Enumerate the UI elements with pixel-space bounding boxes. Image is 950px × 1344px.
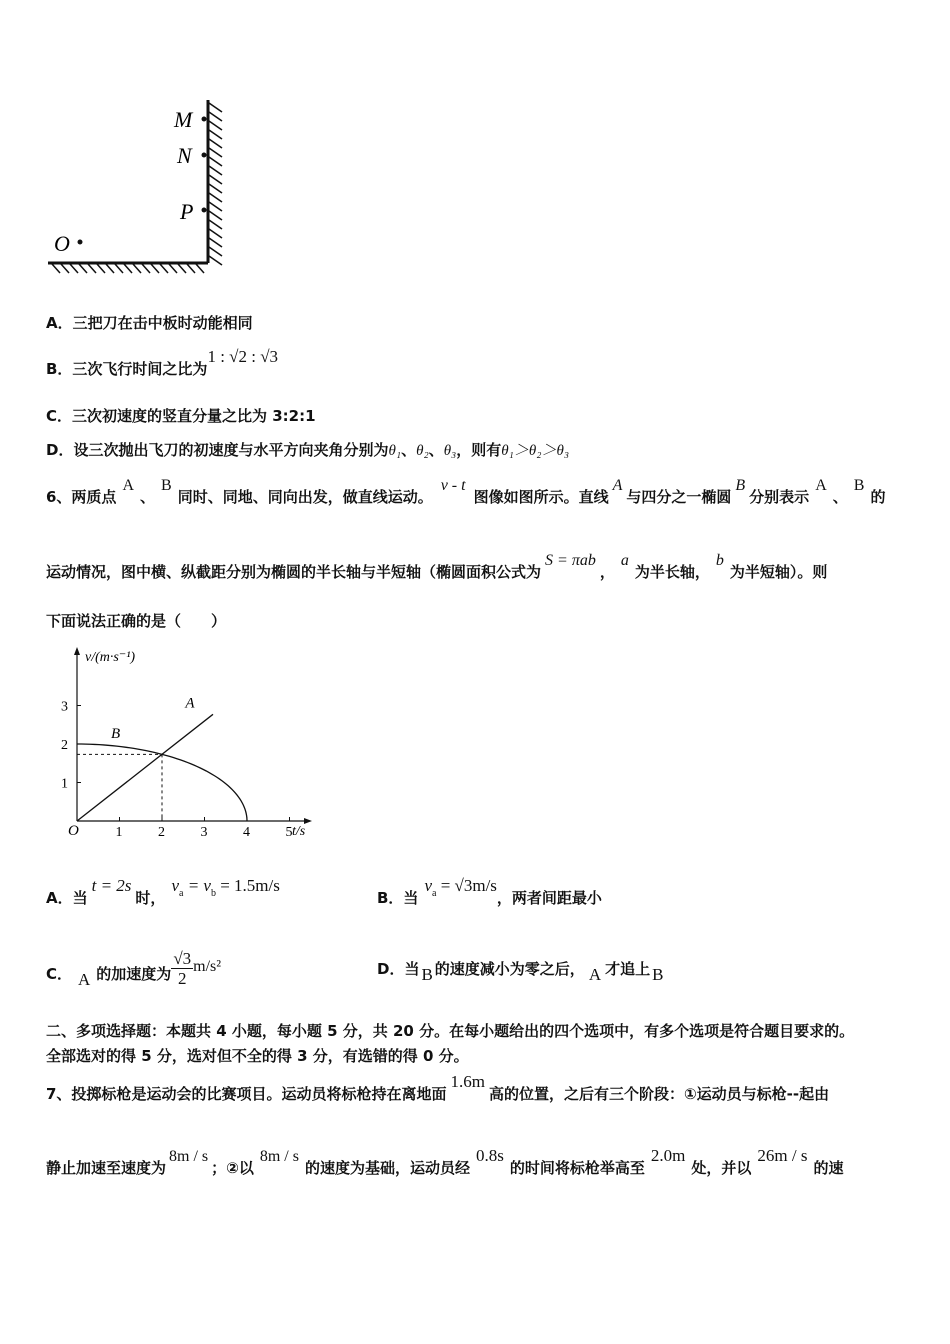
hatch-mark	[209, 175, 222, 184]
var-B: B	[853, 477, 865, 494]
q6-c-pre: C．	[46, 965, 73, 983]
denominator: 2	[177, 969, 187, 988]
label-line-a: A	[185, 695, 195, 712]
point-O	[78, 240, 83, 245]
comma: ，	[599, 563, 615, 581]
hatch-mark	[209, 166, 222, 175]
q6-t4: 分别表示	[749, 488, 810, 506]
series-line-a	[77, 714, 213, 821]
time-0.8: 0.8s	[475, 1146, 504, 1165]
hatch-mark	[209, 193, 222, 202]
val-sqrt3: = √3m/s	[436, 876, 497, 895]
fraction	[171, 949, 193, 988]
speed-26: 26m / s	[757, 1146, 808, 1165]
q6-option-a	[46, 876, 280, 908]
vt-graph	[50, 643, 320, 843]
hatch-mark	[209, 148, 222, 157]
var-A: A	[78, 970, 91, 989]
label-N: N	[177, 143, 192, 168]
wall-figure	[40, 95, 240, 275]
var-B: B	[735, 477, 746, 494]
q7-line2a: 静止加速至速度为	[46, 1159, 167, 1177]
wall-hatching	[209, 103, 222, 265]
hatch-mark	[209, 184, 222, 193]
hatch-mark	[196, 264, 204, 273]
hatch-mark	[70, 264, 78, 273]
sub-a: a	[431, 888, 437, 899]
q6-d-mid2: 才追上	[605, 960, 651, 978]
hatch-mark	[187, 264, 195, 273]
a-desc: 为半长轴，	[634, 563, 710, 581]
q6-option-c	[46, 949, 222, 994]
hatch-mark	[142, 264, 150, 273]
v: v	[424, 876, 432, 895]
label-curve-b: B	[111, 726, 121, 743]
q5-option-b-math: 1 : √2 : √3	[207, 347, 279, 366]
hatch-mark	[209, 139, 222, 148]
q6-t3: 与四分之一椭圆	[626, 488, 732, 506]
hatch-mark	[160, 264, 168, 273]
hatch-mark	[209, 112, 222, 121]
q7-line1	[46, 1072, 830, 1104]
q6-b-pre: B．当	[377, 889, 419, 907]
q7-t1: 高的位置，之后有三个阶段：①运动员与标枪--起由	[488, 1085, 830, 1103]
hatch-mark	[178, 264, 186, 273]
vt: v - t	[440, 477, 466, 494]
v: v	[171, 876, 179, 895]
q5-option-b-text: B．三次飞行时间之比为	[46, 360, 208, 378]
q6-option-d	[377, 958, 665, 984]
x-tick-label: 5	[285, 825, 293, 840]
sep: 、	[832, 488, 848, 506]
q6-d-pre: D．当	[377, 960, 420, 978]
sep: 、	[428, 441, 444, 459]
var-B: B	[161, 477, 172, 494]
relation: θ₁＞θ₂＞θ₃	[501, 443, 570, 459]
q6-a-mid: 时，	[135, 889, 166, 907]
hatch-mark	[209, 202, 222, 211]
q6-a-math1: t = 2s	[91, 876, 132, 895]
hatch-mark	[209, 220, 222, 229]
q6-number: 6、两质点	[46, 488, 117, 506]
height-2.0: 2.0m	[650, 1146, 686, 1165]
x-tick-label: 2	[158, 825, 165, 840]
then: ，则有	[456, 441, 502, 459]
point-N	[202, 153, 207, 158]
x-tick-label: 1	[115, 825, 123, 840]
section2-heading-2: 全部选对的得 5 分，选对但不全的得 3 分，有选错的得 0 分。	[46, 1047, 469, 1065]
hatch-mark	[97, 264, 105, 273]
label-O: O	[54, 231, 70, 256]
q5-option-d	[46, 439, 569, 460]
var-b: b	[715, 552, 724, 569]
q7-pre: 7、投掷标枪是运动会的比赛项目。运动员将标枪持在离地面	[46, 1085, 447, 1103]
x-tick-label: 4	[243, 825, 250, 840]
hatch-mark	[151, 264, 159, 273]
hatch-mark	[209, 121, 222, 130]
eq-vb: = v	[183, 876, 211, 895]
hatch-mark	[209, 157, 222, 166]
q7-line2	[46, 1146, 844, 1178]
height-1.6: 1.6m	[450, 1072, 485, 1091]
x-axis-label: t/s	[292, 824, 306, 839]
q6-line3: 下面说法正确的是（ ）	[46, 612, 227, 630]
var-A: A	[122, 477, 134, 494]
hatch-mark	[209, 247, 222, 256]
y-tick-label: 3	[61, 699, 68, 715]
q5-option-b	[46, 347, 279, 379]
var-B: B	[421, 965, 433, 984]
hatch-mark	[88, 264, 96, 273]
hatch-mark	[61, 264, 69, 273]
section2-heading: 二、多项选择题：本题共 4 小题，每小题 5 分，共 20 分。在每小题给出的四个选项中，有多个选项是符合题目要求的。	[46, 1022, 855, 1040]
q6-c-mid: 的加速度为	[96, 965, 172, 983]
q7-t6: 的速	[813, 1159, 844, 1177]
hatch-mark	[133, 264, 141, 273]
hatch-mark	[209, 256, 222, 265]
area-formula: S = πab	[545, 552, 596, 569]
hatch-mark	[52, 264, 60, 273]
y-tick-label: 2	[61, 738, 68, 753]
sep: 、	[401, 441, 417, 459]
numerator: √3	[173, 949, 192, 968]
hatch-mark	[169, 264, 177, 273]
q6-line1	[46, 477, 886, 507]
q6-t5: 的	[870, 488, 886, 506]
q5-option-d-text: D．设三次抛出飞刀的初速度与水平方向夹角分别为	[46, 441, 389, 459]
hatch-mark	[209, 130, 222, 139]
q6-d-mid: 的速度减小为零之后，	[434, 960, 585, 978]
q7-t5: 处，并以	[691, 1159, 752, 1177]
q6-t1: 同时、同地、同向出发，做直线运动。	[177, 488, 433, 506]
q6-t2: 图像如图所示。直线	[473, 488, 609, 506]
sep: 、	[140, 488, 156, 506]
q5-option-c: C．三次初速度的竖直分量之比为 3:2:1	[46, 407, 316, 425]
origin-label: O	[68, 823, 79, 839]
hatch-mark	[79, 264, 87, 273]
q6-a-pre: A．当	[46, 889, 88, 907]
q6-b-post: ，两者间距最小	[496, 889, 602, 907]
val-1.5: = 1.5m/s	[215, 876, 280, 895]
hatch-mark	[115, 264, 123, 273]
b-desc: 为半短轴）。则	[729, 563, 828, 581]
label-P: P	[180, 199, 194, 224]
speed-8b: 8m / s	[259, 1148, 299, 1165]
q7-t3: 的速度为基础，运动员经	[304, 1159, 470, 1177]
var-A: A	[815, 477, 827, 494]
var-A: A	[612, 477, 623, 494]
point-M	[202, 117, 207, 122]
floor-hatching	[52, 264, 204, 273]
hatch-mark	[209, 229, 222, 238]
unit: m/s²	[193, 958, 222, 975]
speed-8: 8m / s	[169, 1148, 209, 1165]
y-tick-label: 1	[61, 776, 68, 792]
sub-b: b	[210, 888, 216, 899]
var-B: B	[652, 965, 664, 984]
hatch-mark	[209, 103, 222, 112]
x-tick-label: 3	[200, 825, 208, 840]
y-axis-arrow	[74, 647, 80, 655]
q7-t2: ；②以	[211, 1159, 254, 1177]
hatch-mark	[124, 264, 132, 273]
point-P	[202, 208, 207, 213]
q6-option-b	[377, 876, 602, 908]
q5-option-a: A．三把刀在击中板时动能相同	[46, 314, 253, 332]
q6-line2a: 运动情况，图中横、纵截距分别为椭圆的半长轴与半短轴（椭圆面积公式为	[46, 563, 542, 581]
var-A: A	[588, 965, 602, 984]
hatch-mark	[209, 211, 222, 220]
q6-line2	[46, 552, 828, 582]
label-M: M	[174, 107, 193, 132]
y-axis-label: v/(m·s⁻¹)	[85, 650, 136, 665]
theta3: θ₃	[443, 443, 457, 459]
sub-a: a	[178, 888, 184, 899]
theta1: θ₁	[388, 443, 402, 459]
var-a: a	[620, 552, 629, 569]
hatch-mark	[106, 264, 114, 273]
theta2: θ₂	[416, 443, 429, 459]
hatch-mark	[209, 238, 222, 247]
q7-t4: 的时间将标枪举高至	[509, 1159, 645, 1177]
